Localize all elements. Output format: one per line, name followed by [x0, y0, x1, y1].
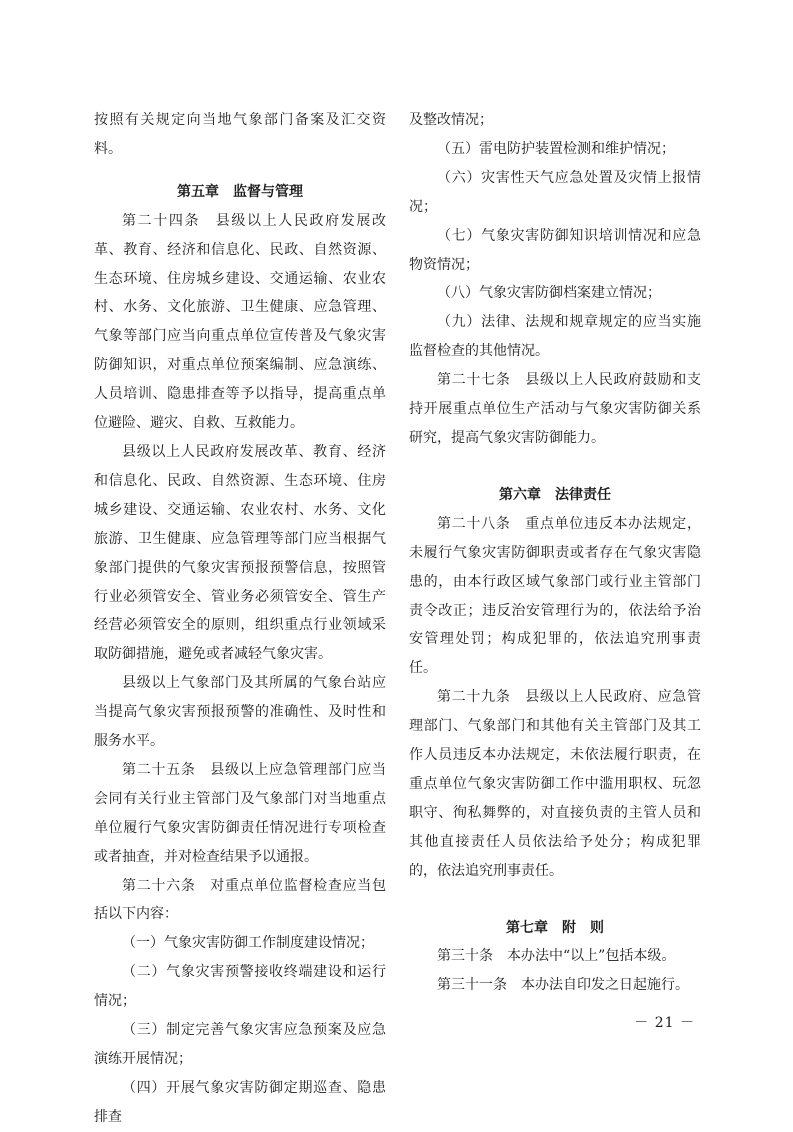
left-column — [94, 106, 386, 1132]
list-item-9: （九）法律、法规和规章规定的应当实施监督检查的其他情况。 — [409, 314, 701, 360]
list-item-7: （七）气象灾害防御知识培训情况和应急物资情况； — [409, 227, 701, 273]
article-29-paragraph: 第二十九条 县级以上人民政府、应急管理部门、气象部门和其他有关主管部门及其工作人员违反本办法规定，未依法履行职责，在重点单位气象灾害防御工作中滥用职权、玩忽职守、徇私舞弊的，对直接负责的主管人员和其他直接责任人员依法给予处分；构成犯罪的，依法追究刑事责任。 — [409, 689, 701, 879]
article-27-paragraph: 第二十七条 县级以上人民政府鼓励和支持开展重点单位生产活动与气象灾害防御关系研究，提高气象灾害防御能力。 — [409, 372, 701, 446]
article-30-paragraph: 第三十条 本办法中“以上”包括本级。 — [437, 948, 676, 965]
chapter-5-title: 第五章 监督与管理 — [177, 183, 303, 200]
list-item-1: （一）气象灾害防御工作制度建设情况； — [122, 935, 374, 952]
article-24-paragraph-3: 县级以上气象部门及其所属的气象台站应当提高气象灾害预报预警的准确性、及时性和服务水平。 — [94, 675, 386, 750]
list-item-6: （六）灾害性天气应急处置及灾情上报情况； — [409, 169, 701, 215]
list-item-8: （八）气象灾害防御档案建立情况； — [437, 285, 661, 302]
right-column — [409, 106, 701, 1000]
page-number: － 21 － — [634, 1015, 695, 1031]
chapter-7-title: 第七章 附 则 — [506, 919, 604, 936]
list-item-4-end: 及整改情况； — [409, 112, 493, 128]
list-item-2: （二）气象灾害预警接收终端建设和运行情况； — [94, 964, 386, 1010]
list-item-4-start: （四）开展气象灾害防御定期巡查、隐患排查 — [94, 1079, 386, 1125]
list-item-3: （三）制定完善气象灾害应急预案及应急演练开展情况； — [94, 1022, 386, 1067]
article-24-paragraph-2: 县级以上人民政府发展改革、教育、经济和信息化、民政、自然资源、生态环境、住房城乡建设、交通运输、农业农村、水务、文化旅游、卫生健康、应急管理等部门应当根据气象部门提供的气象灾害预报预警信息，按照管行业必须管安全、管业务必须管安全、管生产经营必须管安全的原则，组织重点行业领域采取防御措施，避免或者减轻气象灾害。 — [94, 443, 386, 663]
chapter-6-title: 第六章 法律责任 — [499, 486, 611, 503]
article-31-paragraph: 第三十一条 本办法自印发之日起施行。 — [437, 977, 689, 994]
list-item-5: （五）雷电防护装置检测和维护情况； — [437, 140, 675, 157]
article-26-intro: 第二十六条 对重点单位监督检查应当包括以下内容： — [94, 877, 386, 923]
article-25-paragraph: 第二十五条 县级以上应急管理部门应当会同有关行业主管部门及气象部门对当地重点单位履行气象灾害防御责任情况进行专项检查或者抽查，并对检查结果予以通报。 — [94, 761, 386, 865]
article-24-paragraph-1: 第二十四条 县级以上人民政府发展改革、教育、经济和信息化、民政、自然资源、生态环境、住房城乡建设、交通运输、农业农村、水务、文化旅游、卫生健康、应急管理、气象等部门应当向重点单位宣传普及气象灾害防御知识，对重点单位预案编制、应急演练、人员培训、隐患排查等予以指导，提高重点单位避险、避灾、自救、互救能力。 — [94, 212, 386, 432]
article-28-paragraph: 第二十八条 重点单位违反本办法规定，未履行气象灾害防御职责或者存在气象灾害隐患的，由本行政区域气象部门或行业主管部门责令改正；违反治安管理行为的，依法给予治安管理处罚；构成犯罪的，依法追究刑事责任。 — [409, 515, 701, 677]
continuation-paragraph: 按照有关规定向当地气象部门备案及汇交资料。 — [94, 112, 386, 157]
